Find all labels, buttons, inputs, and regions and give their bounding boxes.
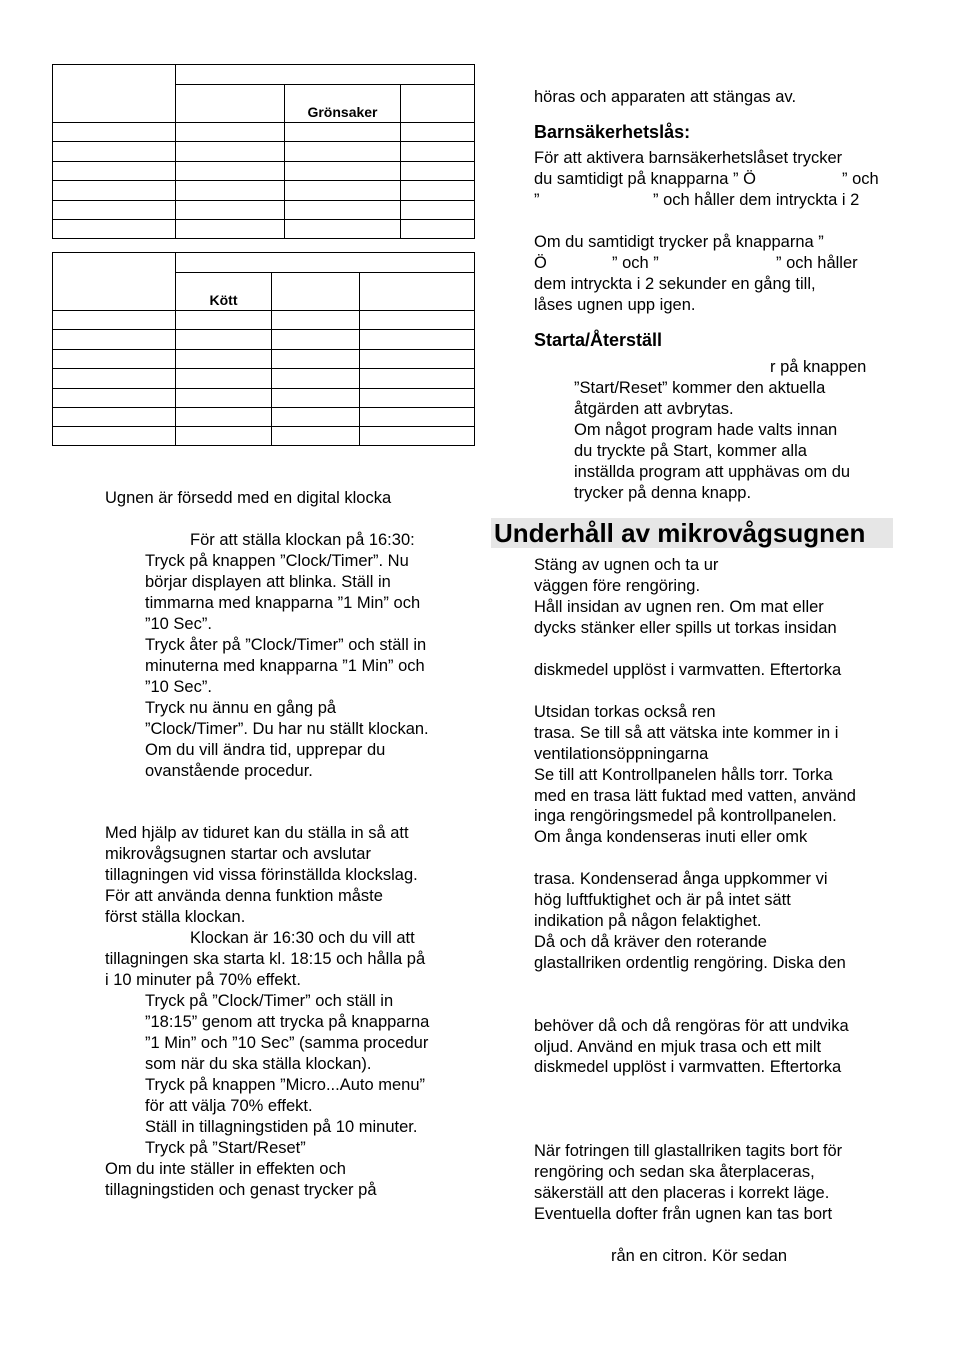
maintenance-line: säkerställ att den placeras i korrekt läge. bbox=[534, 1184, 830, 1202]
child-lock-line: ” bbox=[534, 191, 540, 209]
timer-line: tillagningstiden och genast trycker på bbox=[105, 1181, 377, 1199]
child-lock-line: Ö bbox=[534, 254, 547, 272]
table-cell bbox=[176, 85, 285, 123]
start-reset-line: r på knappen bbox=[770, 358, 867, 376]
timer-step-line: Tryck på knappen ”Micro...Auto menu” bbox=[145, 1076, 426, 1094]
start-reset-line: du tryckte på Start, kommer alla bbox=[574, 442, 807, 460]
timer-line: För att använda denna funktion måste bbox=[105, 887, 383, 905]
maintenance-line: trasa. Kondenserad ånga uppkommer vi bbox=[534, 870, 828, 888]
maintenance-line: hög luftfuktighet och är på intet sätt bbox=[534, 891, 791, 909]
maintenance-line: rengöring och sedan ska återplaceras, bbox=[534, 1163, 815, 1181]
clock-step-line: timmarna med knapparna ”1 Min” och bbox=[145, 594, 421, 612]
maintenance-line: Håll insidan av ugnen ren. Om mat eller bbox=[534, 598, 824, 616]
table-cell bbox=[53, 65, 176, 123]
timer-step-line: ”18:15” genom att trycka på knapparna bbox=[145, 1013, 430, 1031]
table-row bbox=[53, 369, 475, 389]
vegetables-table bbox=[52, 64, 475, 239]
clock-step-line: ”10 Sec”. bbox=[145, 615, 212, 633]
child-lock-line: dem intryckta i 2 sekunder en gång till, bbox=[534, 275, 816, 293]
start-reset-line: Om något program hade valts innan bbox=[574, 421, 838, 439]
clock-step-line: Tryck nu ännu en gång på bbox=[145, 699, 337, 717]
clock-step-line: ”10 Sec”. bbox=[145, 678, 212, 696]
timer-step-line: Tryck på ”Clock/Timer” och ställ in bbox=[145, 992, 394, 1010]
maintenance-line: Om ånga kondenseras inuti eller omk bbox=[534, 828, 808, 846]
table-cell bbox=[176, 253, 475, 273]
maintenance-line: diskmedel upplöst i varmvatten. Eftertorka bbox=[534, 1058, 842, 1076]
maintenance-line: oljud. Använd en mjuk trasa och ett milt bbox=[534, 1038, 822, 1056]
table-cell bbox=[401, 85, 475, 123]
timer-line: först ställa klockan. bbox=[105, 908, 246, 926]
maintenance-line: Utsidan torkas också ren bbox=[534, 703, 716, 721]
child-lock-line: ” och håller dem intryckta i 2 bbox=[653, 191, 860, 209]
clock-intro: Ugnen är försedd med en digital klocka bbox=[105, 489, 392, 507]
child-lock-line: Om du samtidigt trycker på knapparna ” bbox=[534, 233, 824, 251]
clock-step-line: Tryck på knappen ”Clock/Timer”. Nu bbox=[145, 552, 409, 570]
timer-step-line: Ställ in tillagningstiden på 10 minuter. bbox=[145, 1118, 418, 1136]
table-row bbox=[53, 350, 475, 369]
maintenance-line: inga rengöringsmedel på kontrollpanelen. bbox=[534, 807, 837, 825]
maintenance-line: trasa. Se till så att vätska inte kommer in i bbox=[534, 724, 839, 742]
maintenance-line: indikation på någon felaktighet. bbox=[534, 912, 762, 930]
start-reset-line: åtgärden att avbrytas. bbox=[574, 400, 734, 418]
clock-step-line: minuterna med knapparna ”1 Min” och bbox=[145, 657, 425, 675]
maintenance-line: Se till att Kontrollpanelen hålls torr. Torka bbox=[534, 766, 833, 784]
maintenance-line: dycks stänker eller spills ut torkas insidan bbox=[534, 619, 837, 637]
timer-step-line: Tryck på ”Start/Reset” bbox=[145, 1139, 306, 1157]
table-cell bbox=[53, 253, 176, 311]
clock-step-line: Om du vill ändra tid, upprepar du bbox=[145, 741, 386, 759]
meat-table bbox=[52, 252, 475, 446]
table-row bbox=[53, 201, 475, 220]
clock-step-line: börjar displayen att blinka. Ställ in bbox=[145, 573, 391, 591]
table-row bbox=[53, 220, 475, 239]
table-row bbox=[53, 311, 475, 330]
maintenance-line: rån en citron. Kör sedan bbox=[611, 1247, 788, 1265]
start-reset-line: inställda program att upphävas om du bbox=[574, 463, 851, 481]
timer-step-line: för att välja 70% effekt. bbox=[145, 1097, 313, 1115]
timer-line: tillagningen vid vissa förinställda klockslag. bbox=[105, 866, 418, 884]
table-row bbox=[53, 123, 475, 142]
child-lock-line: För att aktivera barnsäkerhetslåset trycker bbox=[534, 149, 843, 167]
timer-step-line: som när du ska ställa klockan). bbox=[145, 1055, 372, 1073]
child-lock-line: du samtidigt på knapparna ” Ö bbox=[534, 170, 756, 188]
section-title: Underhåll av mikrovågsugnen bbox=[494, 518, 866, 548]
maintenance-line: behöver då och då rengöras för att undvika bbox=[534, 1017, 849, 1035]
table-cell bbox=[272, 273, 360, 311]
child-lock-line: ” och ” bbox=[612, 254, 659, 272]
maintenance-line: med en trasa lätt fuktad med vatten, använd bbox=[534, 787, 856, 805]
start-reset-line: trycker på denna knapp. bbox=[574, 484, 752, 502]
timer-line: Med hjälp av tiduret kan du ställa in så att bbox=[105, 824, 409, 842]
timer-line: tillagningen ska starta kl. 18:15 och hålla på bbox=[105, 950, 426, 968]
maintenance-line: diskmedel upplöst i varmvatten. Eftertorka bbox=[534, 661, 842, 679]
table-row bbox=[53, 162, 475, 181]
child-lock-line: låses ugnen upp igen. bbox=[534, 296, 696, 314]
table-row bbox=[53, 427, 475, 446]
table-row bbox=[53, 330, 475, 350]
heading-start-reset: Starta/Återställ bbox=[534, 330, 663, 350]
table-row bbox=[53, 408, 475, 427]
clock-step-line: Tryck åter på ”Clock/Timer” och ställ in bbox=[145, 636, 427, 654]
maintenance-line: ventilationsöppningarna bbox=[534, 745, 709, 763]
table-row bbox=[53, 142, 475, 162]
table-row bbox=[53, 181, 475, 201]
clock-step-line: ”Clock/Timer”. Du har nu ställt klockan. bbox=[145, 720, 429, 738]
clock-step-line: ovanstående procedur. bbox=[145, 762, 313, 780]
maintenance-line: Stäng av ugnen och ta ur bbox=[534, 556, 719, 574]
maintenance-line: glastallriken ordentlig rengöring. Diska den bbox=[534, 954, 846, 972]
maintenance-line: väggen före rengöring. bbox=[534, 577, 701, 595]
table-cell bbox=[176, 65, 475, 85]
section-banner bbox=[491, 518, 893, 548]
table-header-meat: Kött bbox=[176, 273, 272, 311]
timer-line: Om du inte ställer in effekten och bbox=[105, 1160, 346, 1178]
heading-child-lock: Barnsäkerhetslås: bbox=[534, 122, 691, 142]
table-row bbox=[53, 389, 475, 408]
child-lock-line: ” och bbox=[842, 170, 879, 188]
maintenance-line: När fotringen till glastallriken tagits bort för bbox=[534, 1142, 843, 1160]
table-header-vegetables: Grönsaker bbox=[285, 85, 401, 123]
continued-line: höras och apparaten att stängas av. bbox=[534, 88, 797, 106]
child-lock-line: ” och håller bbox=[776, 254, 858, 272]
timer-line: mikrovågsugnen startar och avslutar bbox=[105, 845, 371, 863]
maintenance-line: Då och då kräver den roterande bbox=[534, 933, 767, 951]
clock-example-title: För att ställa klockan på 16:30: bbox=[190, 531, 415, 549]
timer-line: i 10 minuter på 70% effekt. bbox=[105, 971, 301, 989]
table-cell bbox=[360, 273, 475, 311]
timer-step-line: ”1 Min” och ”10 Sec” (samma procedur bbox=[145, 1034, 429, 1052]
timer-line: Klockan är 16:30 och du vill att bbox=[190, 929, 415, 947]
maintenance-line: Eventuella dofter från ugnen kan tas bort bbox=[534, 1205, 833, 1223]
start-reset-line: ”Start/Reset” kommer den aktuella bbox=[574, 379, 826, 397]
